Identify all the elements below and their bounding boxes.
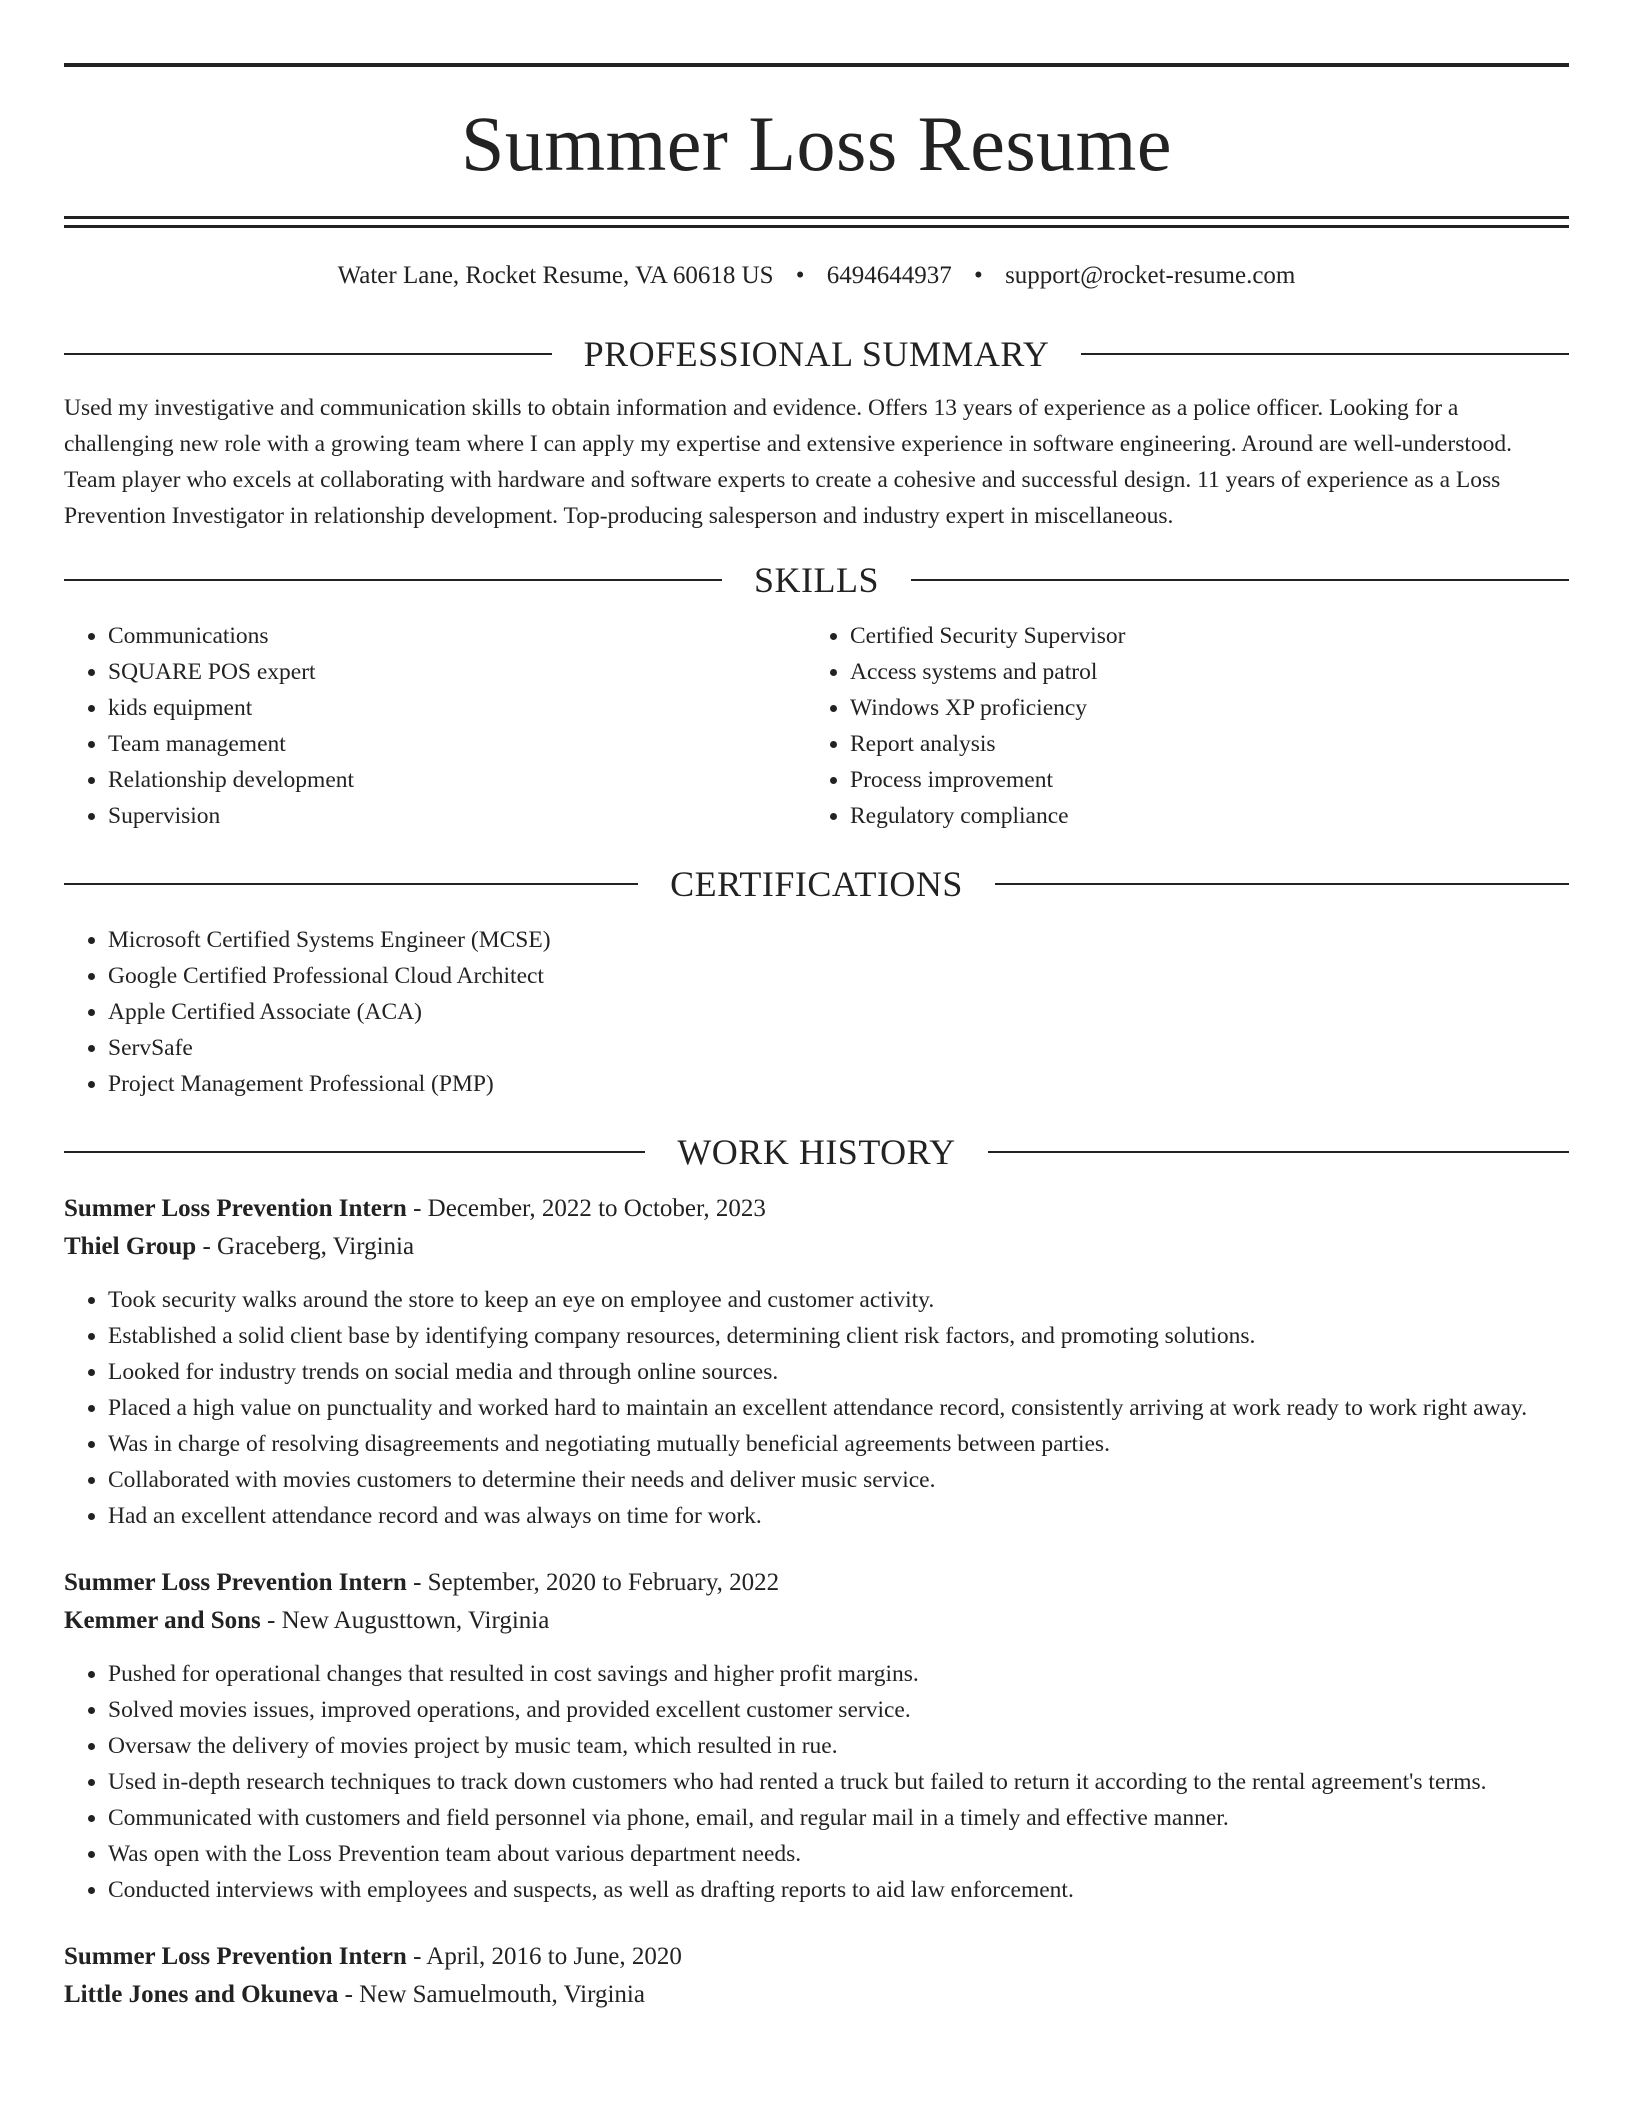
skill-item: • Supervision bbox=[108, 798, 806, 834]
job-company-line bbox=[64, 1976, 1569, 2014]
job-company: Thiel Group bbox=[64, 1232, 197, 1260]
heading-rule bbox=[1081, 353, 1569, 355]
contact-separator: • bbox=[974, 262, 983, 289]
skill-item: • Communications bbox=[108, 618, 806, 654]
certifications-heading bbox=[64, 862, 1569, 906]
skill-item: • Access systems and patrol bbox=[850, 654, 1548, 690]
job-bullet: • Pushed for operational changes that resulted in cost savings and higher profit margins. bbox=[108, 1656, 1569, 1692]
job-company-line bbox=[64, 1228, 1569, 1266]
job-bullet: • Looked for industry trends on social media and through online sources. bbox=[108, 1354, 1569, 1390]
top-rule bbox=[64, 63, 1569, 67]
job-title: Summer Loss Prevention Intern bbox=[64, 1194, 407, 1222]
heading-rule bbox=[911, 579, 1569, 581]
skill-item: • Relationship development bbox=[108, 762, 806, 798]
resume-name: Summer Loss Resume bbox=[461, 100, 1172, 187]
certification-item: • ServSafe bbox=[108, 1030, 1569, 1066]
skills-column-right bbox=[806, 618, 1548, 834]
job-bullet: • Was in charge of resolving disagreements and negotiating mutually beneficial agreements between parties. bbox=[108, 1426, 1569, 1462]
skill-item: • Process improvement bbox=[850, 762, 1548, 798]
job-bullet: • Solved movies issues, improved operations, and provided excellent customer service. bbox=[108, 1692, 1569, 1728]
job-bullet: • Took security walks around the store to keep an eye on employee and customer activity. bbox=[108, 1282, 1569, 1318]
job-dates: - December, 2022 to October, 2023 bbox=[406, 1194, 766, 1222]
certifications-title: CERTIFICATIONS bbox=[670, 863, 963, 904]
resume-page bbox=[64, 0, 1569, 2014]
job-location: - Graceberg, Virginia bbox=[196, 1232, 415, 1260]
skill-item: • Team management bbox=[108, 726, 806, 762]
job-title: Summer Loss Prevention Intern bbox=[64, 1568, 407, 1596]
heading-rule bbox=[64, 353, 552, 355]
job-bullet: • Oversaw the delivery of movies project by music team, which resulted in rue. bbox=[108, 1728, 1569, 1764]
heading-rule bbox=[995, 883, 1569, 885]
skills-heading bbox=[64, 558, 1569, 602]
job-entry bbox=[64, 1938, 1569, 2014]
job-bullet: • Used in-depth research techniques to track down customers who had rented a truck but failed to return it according to the rental agreement's terms. bbox=[108, 1764, 1569, 1800]
summary-heading bbox=[64, 332, 1569, 376]
job-dates: - April, 2016 to June, 2020 bbox=[406, 1942, 682, 1970]
job-title-line bbox=[64, 1190, 1569, 1228]
job-title-line bbox=[64, 1938, 1569, 1976]
job-company-line bbox=[64, 1602, 1569, 1640]
job-bullets bbox=[64, 1282, 1569, 1534]
double-rule bbox=[64, 216, 1569, 228]
heading-rule bbox=[988, 1151, 1569, 1153]
certification-item: • Project Management Professional (PMP) bbox=[108, 1066, 1569, 1102]
skills-list bbox=[64, 618, 1569, 834]
job-bullet: • Was open with the Loss Prevention team about various department needs. bbox=[108, 1836, 1569, 1872]
job-bullet: • Collaborated with movies customers to determine their needs and deliver music service. bbox=[108, 1462, 1569, 1498]
work-heading bbox=[64, 1130, 1569, 1174]
job-dates: - September, 2020 to February, 2022 bbox=[406, 1568, 780, 1596]
job-bullet: • Established a solid client base by identifying company resources, determining client risk factors, and promoting solutions. bbox=[108, 1318, 1569, 1354]
job-title-line bbox=[64, 1564, 1569, 1602]
job-title: Summer Loss Prevention Intern bbox=[64, 1942, 407, 1970]
certifications-list bbox=[64, 922, 1569, 1102]
job-company: Little Jones and Okuneva bbox=[64, 1980, 339, 2008]
job-bullets bbox=[64, 1656, 1569, 1908]
certification-item: • Apple Certified Associate (ACA) bbox=[108, 994, 1569, 1030]
job-bullet: • Communicated with customers and field personnel via phone, email, and regular mail in a timely and effective manner. bbox=[108, 1800, 1569, 1836]
job-entry bbox=[64, 1564, 1569, 1908]
summary-text: Used my investigative and communication skills to obtain information and evidence. Offers 13 years of experience as a police officer. Looking for a challenging new role with a growing team where I can apply my expertise and extensive experience in software engineering. Around are well-understood. Team player who excels at collaborating with hardware and software experts to create a cohesive and successful design. 11 years of experience as a Loss Prevention Investigator in relationship development. Top-producing salesperson and industry expert in miscellaneous. bbox=[64, 395, 1512, 529]
certification-item: • Google Certified Professional Cloud Architect bbox=[108, 958, 1569, 994]
skill-item: • Report analysis bbox=[850, 726, 1548, 762]
skills-column-left bbox=[64, 618, 806, 834]
skill-item: • Certified Security Supervisor bbox=[850, 618, 1548, 654]
contact-line bbox=[64, 260, 1569, 292]
skills-title: SKILLS bbox=[754, 559, 880, 600]
job-company: Kemmer and Sons bbox=[64, 1606, 261, 1634]
skill-item: • SQUARE POS expert bbox=[108, 654, 806, 690]
certification-item: • Microsoft Certified Systems Engineer (MCSE) bbox=[108, 922, 1569, 958]
job-entry bbox=[64, 1190, 1569, 1534]
skill-item: • kids equipment bbox=[108, 690, 806, 726]
heading-rule bbox=[64, 883, 638, 885]
job-bullet: • Placed a high value on punctuality and worked hard to maintain an excellent attendance record, consistently arriving at work ready to work right away. bbox=[108, 1390, 1569, 1426]
job-location: - New Augusttown, Virginia bbox=[260, 1606, 550, 1634]
job-bullet: • Conducted interviews with employees and suspects, as well as drafting reports to aid law enforcement. bbox=[108, 1872, 1569, 1908]
job-location: - New Samuelmouth, Virginia bbox=[338, 1980, 645, 2008]
contact-address: Water Lane, Rocket Resume, VA 60618 US bbox=[337, 262, 774, 289]
heading-rule bbox=[64, 579, 722, 581]
work-title: WORK HISTORY bbox=[677, 1131, 956, 1172]
job-bullet: • Had an excellent attendance record and was always on time for work. bbox=[108, 1498, 1569, 1534]
skill-item: • Windows XP proficiency bbox=[850, 690, 1548, 726]
summary-title: PROFESSIONAL SUMMARY bbox=[583, 334, 1050, 374]
contact-phone: 6494644937 bbox=[826, 262, 952, 289]
contact-separator: • bbox=[795, 262, 805, 289]
skill-item: • Regulatory compliance bbox=[850, 798, 1548, 834]
heading-rule bbox=[64, 1151, 645, 1153]
contact-email: support@rocket-resume.com bbox=[1005, 262, 1296, 289]
